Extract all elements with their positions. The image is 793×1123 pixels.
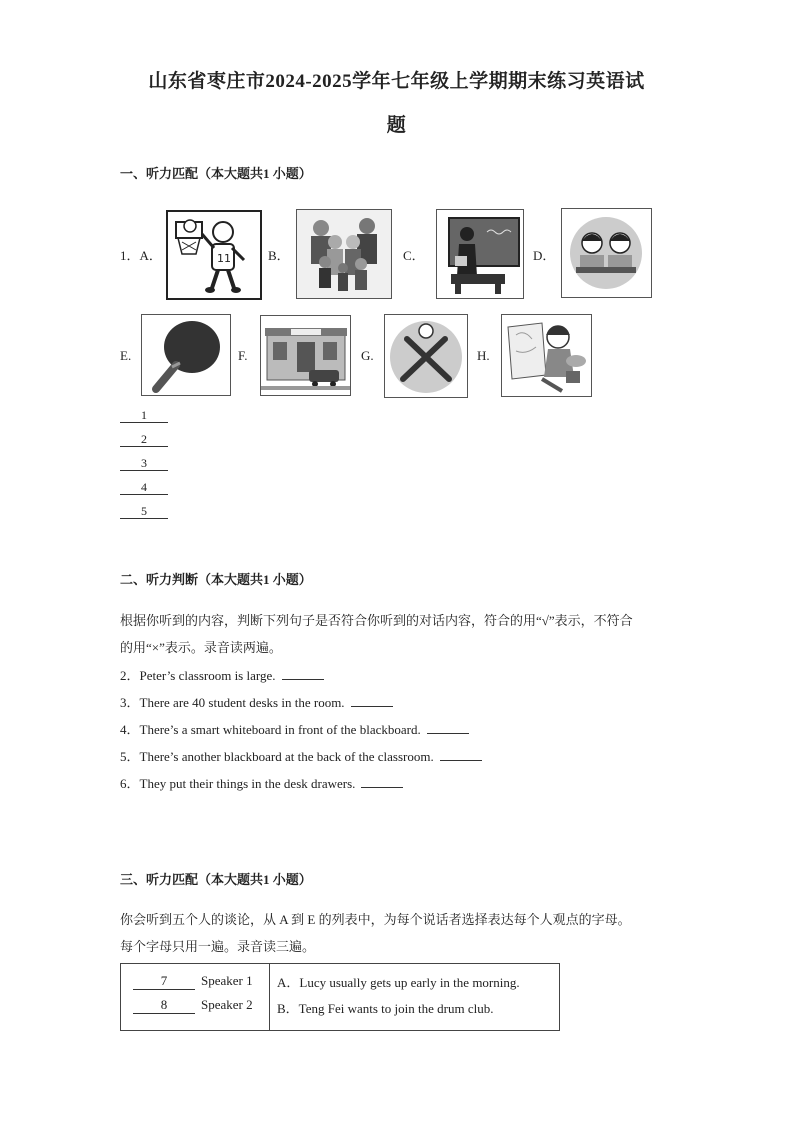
answer-blank-3[interactable]: 3 — [120, 456, 168, 471]
judgment-item-5: 5．There’s another blackboard at the back of the classroom. — [120, 746, 482, 765]
question-1-option-e-label: E. — [120, 348, 132, 363]
option-a: A．Lucy usually gets up early in the morning. — [277, 975, 520, 990]
question-1-option-a-label: 1．A． — [120, 248, 162, 263]
teacher-blackboard-icon — [436, 209, 524, 299]
ping-pong-paddle-icon — [141, 314, 231, 396]
baseball-bats-icon — [384, 314, 468, 398]
section-2-instruction-continued: 的用“×”表示。录音读两遍。 — [120, 640, 282, 655]
question-1-option-g-label: G. — [361, 348, 374, 363]
answer-blank[interactable] — [427, 723, 469, 734]
answer-blank[interactable] — [282, 669, 324, 680]
speaker-2-answer-blank[interactable]: 8 — [133, 997, 195, 1014]
question-1-option-b-label: B． — [268, 248, 290, 263]
answer-blank-2[interactable]: 2 — [120, 432, 168, 447]
judgment-item-2: 2．Peter’s classroom is large. — [120, 665, 324, 684]
svg-text:11: 11 — [217, 252, 231, 265]
table-divider — [269, 964, 270, 1030]
students-reading-icon — [561, 208, 652, 298]
judgment-item-4: 4．There’s a smart whiteboard in front of the blackboard. — [120, 719, 469, 738]
judgment-item-3: 3．There are 40 student desks in the room. — [120, 692, 393, 711]
answer-blank-1[interactable]: 1 — [120, 408, 168, 423]
option-b: B．Teng Fei wants to join the drum club. — [277, 1001, 494, 1016]
answer-blank-5[interactable]: 5 — [120, 504, 168, 519]
speaker-row-1: 7 Speaker 1 — [133, 973, 253, 990]
basketball-player-icon — [166, 210, 262, 300]
section-2-heading: 二、听力判断（本大题共1 小题） — [120, 572, 312, 587]
family-photo-icon — [296, 209, 392, 299]
question-1-option-h-label: H. — [477, 348, 490, 363]
answer-blank[interactable] — [440, 750, 482, 761]
speaker-matching-table — [120, 963, 560, 1031]
page-title: 山东省枣庄市2024-2025学年七年级上学期期末练习英语试 — [148, 71, 645, 92]
answer-blank-4[interactable]: 4 — [120, 480, 168, 495]
speaker-row-2: 8 Speaker 2 — [133, 997, 253, 1014]
section-3-instruction: 你会听到五个人的谈论，从 A 到 E 的列表中，为每个说话者选择表达每个人观点的字母。 — [120, 912, 631, 927]
girl-painting-icon — [501, 314, 592, 397]
question-1-option-f-label: F. — [238, 348, 248, 363]
question-1-option-d-label: D． — [533, 248, 556, 263]
section-1-heading: 一、听力匹配（本大题共1 小题） — [120, 166, 312, 181]
answer-blank[interactable] — [361, 777, 403, 788]
page-title-continued: 题 — [386, 115, 407, 136]
post-office-building-icon — [260, 315, 351, 396]
section-2-instruction: 根据你听到的内容，判断下列句子是否符合你听到的对话内容，符合的用“√”表示，不符合 — [120, 613, 633, 628]
section-3-instruction-continued: 每个字母只用一遍。录音读三遍。 — [120, 939, 316, 954]
speaker-1-answer-blank[interactable]: 7 — [133, 973, 195, 990]
answer-blank[interactable] — [351, 696, 393, 707]
question-1-option-c-label: C． — [403, 248, 425, 263]
section-3-heading: 三、听力匹配（本大题共1 小题） — [120, 872, 312, 887]
judgment-item-6: 6．They put their things in the desk drawers. — [120, 773, 403, 792]
